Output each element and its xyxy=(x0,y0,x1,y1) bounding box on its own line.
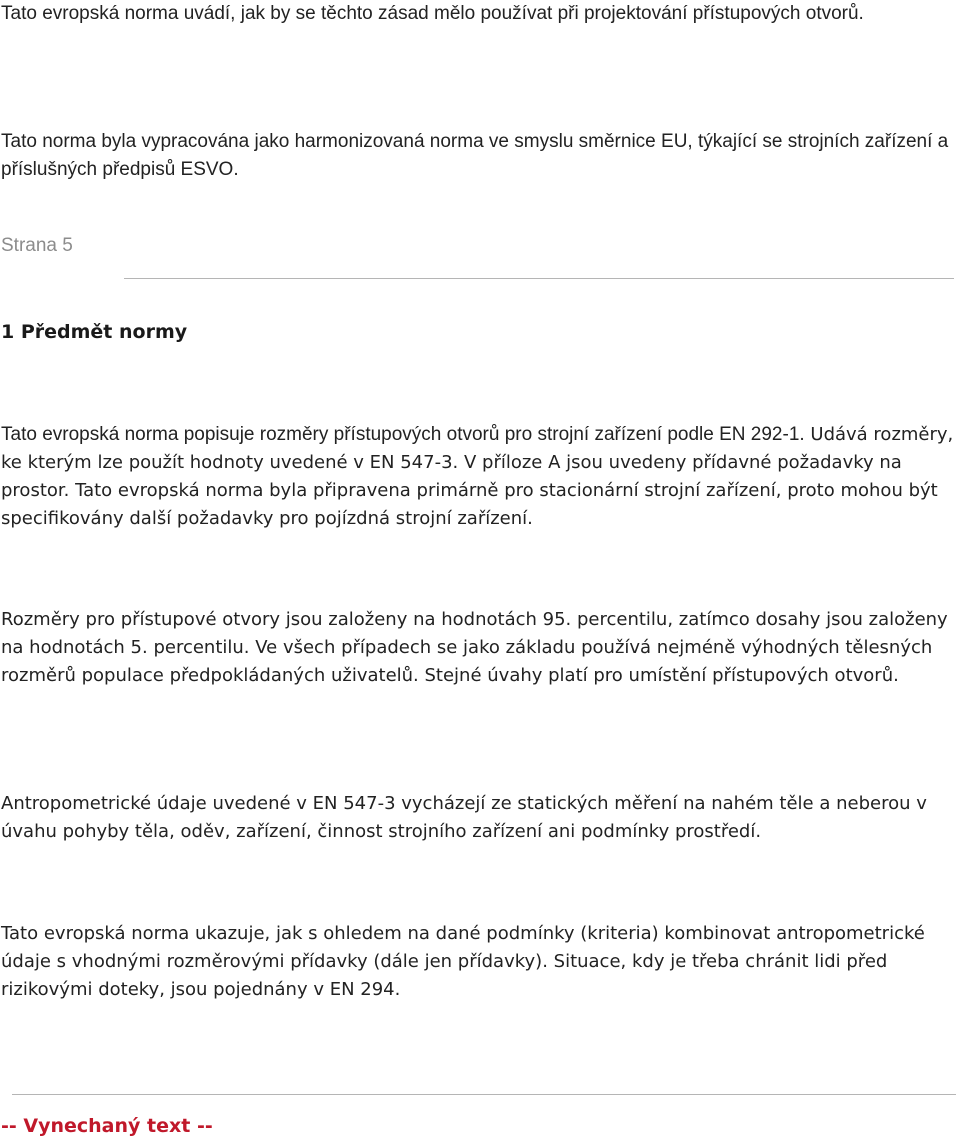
section-paragraph-2: Rozměry pro přístupové otvory jsou založeny na hodnotách 95. percentilu, zatímco dosahy jsou založeny na hodnotách 5. percentilu. Ve všech případech se jako základu používá nejméně výhodných tělesných rozměrů populace předpokládaných uživatelů. Stejné úvahy platí pro umístění přístupových otvorů. xyxy=(1,609,948,686)
section-heading: 1 Předmět normy xyxy=(1,321,188,343)
omitted-divider xyxy=(12,1094,956,1095)
intro-paragraph-2: Tato norma byla vypracována jako harmonizovaná norma ve smyslu směrnice EU, týkající se strojních zařízení a příslušných předpisů ESVO. xyxy=(1,131,949,180)
section-paragraph-4: Tato evropská norma ukazuje, jak s ohledem na dané podmínky (kriteria) kombinovat antropometrické údaje s vhodnými rozměrovými přídavky (dále jen přídavky). Situace, kdy je třeba chránit lidi před rizikovými doteky, jsou pojednány v EN 294. xyxy=(1,923,925,1000)
page-divider xyxy=(124,278,954,279)
section-paragraph-3: Antropometrické údaje uvedené v EN 547-3 vycházejí ze statických měření na nahém těle a neberou v úvahu pohyby těla, oděv, zařízení, činnost strojního zařízení ani podmínky prostředí. xyxy=(1,793,927,842)
page-number: Strana 5 xyxy=(1,235,73,256)
section-paragraph-1-part-1: Tato evropská norma popisuje rozměry přístupových otvorů pro strojní zařízení podle EN 292-1. xyxy=(1,424,805,445)
section-paragraph-1-part-2: Udává rozměry, ke kterým lze použít hodnoty uvedené v EN 547-3. V příloze A jsou uvedeny přídavné požadavky na prostor. Tato evropská norma byla připravena primárně pro stacionární strojní zařízení, proto mohou být specifikovány další požadavky pro pojízdná strojní zařízení. xyxy=(1,424,954,529)
intro-paragraph-1: Tato evropská norma uvádí, jak by se těchto zásad mělo používat při projektování přístupových otvorů. xyxy=(1,3,864,24)
omitted-text-marker: -- Vynechaný text -- xyxy=(1,1115,213,1137)
section-paragraph-1 xyxy=(1,421,959,533)
